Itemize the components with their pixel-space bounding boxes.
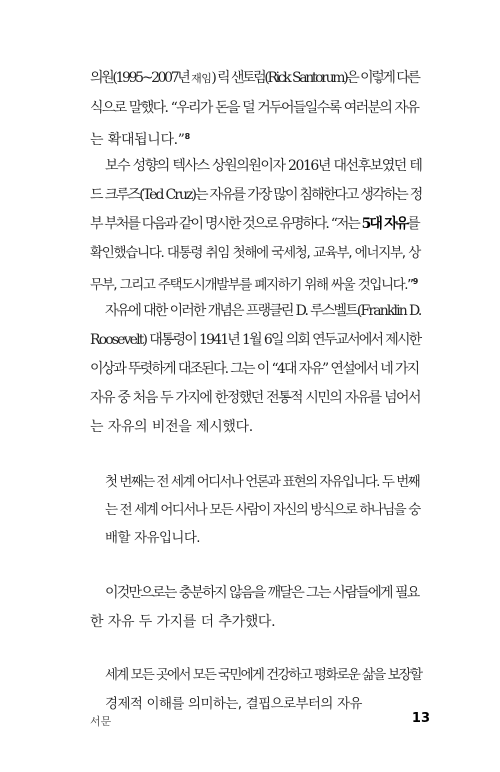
- paragraph-2-line-4: 확인했습니다. 대통령 취임 첫해에 국세청, 교육부, 에너지부, 상: [90, 245, 420, 261]
- text-run: 의원(1995~2007년: [90, 70, 192, 86]
- text-run: 는 확대됩니다.”: [90, 132, 185, 148]
- quote-1-line-3: 배할 자유입니다.: [105, 530, 200, 546]
- quote-2-line-2: 경제적 이해를 의미하는, 결핍으로부터의 자유: [105, 696, 362, 712]
- paragraph-3-line-5: 는 자유의 비전을 제시했다.: [90, 419, 253, 435]
- paragraph-1-line-2: 식으로 말했다. “우리가 돈을 덜 거두어들일수록 여러분의 자유: [90, 100, 419, 116]
- text-run: ) 릭 샌토럼(Rick Santorum)은 이렇게 다른: [211, 70, 419, 86]
- quote-1-line-2: 는 전 세계 어디서나 모든 사람이 자신의 방식으로 하나님을 숭: [105, 502, 420, 518]
- endnote-marker: 8: [184, 132, 191, 141]
- page-number: 13: [411, 711, 430, 726]
- quote-1-line-1: 첫 번째는 전 세계 어디서나 언론과 표현의 자유입니다. 두 번째: [105, 474, 419, 490]
- paragraph-1-line-1: [90, 68, 420, 89]
- paragraph-2-line-3: [90, 214, 420, 234]
- running-footer-section: 서문: [90, 715, 112, 728]
- paragraph-4-line-1: 이것만으로는 충분하지 않음을 깨달은 그는 사람들에게 필요: [105, 585, 419, 601]
- paragraph-3-line-3: 이상과 뚜렷하게 대조된다. 그는 이 “4대 자유” 연설에서 네 가지: [90, 361, 419, 377]
- paragraph-3-line-2: Roosevelt) 대통령이 1941년 1월 6일 의회 연두교서에서 제시한: [90, 332, 421, 348]
- paragraph-2-line-2: 드 크루즈(Ted Cruz)는 자유를 가장 많이 침해한다고 생각하는 정: [90, 187, 422, 203]
- endnote-marker: 9: [412, 277, 419, 286]
- paragraph-3-line-1: 자유에 대한 이러한 개념은 프랭클린 D. 루스벨트(Franklin D.: [105, 303, 421, 319]
- text-run-small: 재임: [191, 72, 212, 85]
- paragraph-2-line-1: 보수 성향의 텍사스 상원의원이자 2016년 대선후보였던 테: [105, 158, 422, 174]
- text-run: 부 부처를 다음과 같이 명시한 것으로 유명하다. “저는: [90, 216, 362, 232]
- emphasis-text: 5대 자유: [361, 216, 408, 232]
- paragraph-1-line-3: [90, 127, 420, 150]
- paragraph-4-line-2: 한 자유 두 가지를 더 추가했다.: [90, 614, 276, 630]
- text-run: 무부, 그리고 주택도시개발부를 폐지하기 위해 싸울 것입니다.”: [90, 277, 413, 293]
- paragraph-2-line-5: [90, 272, 420, 295]
- quote-2-line-1: 세계 모든 곳에서 모든 국민에게 건강하고 평화로운 삶을 보장할: [105, 667, 422, 683]
- text-run: 를: [407, 216, 419, 232]
- paragraph-3-line-4: 자유 중 처음 두 가지에 한정했던 전통적 시민의 자유를 넘어서: [90, 390, 420, 406]
